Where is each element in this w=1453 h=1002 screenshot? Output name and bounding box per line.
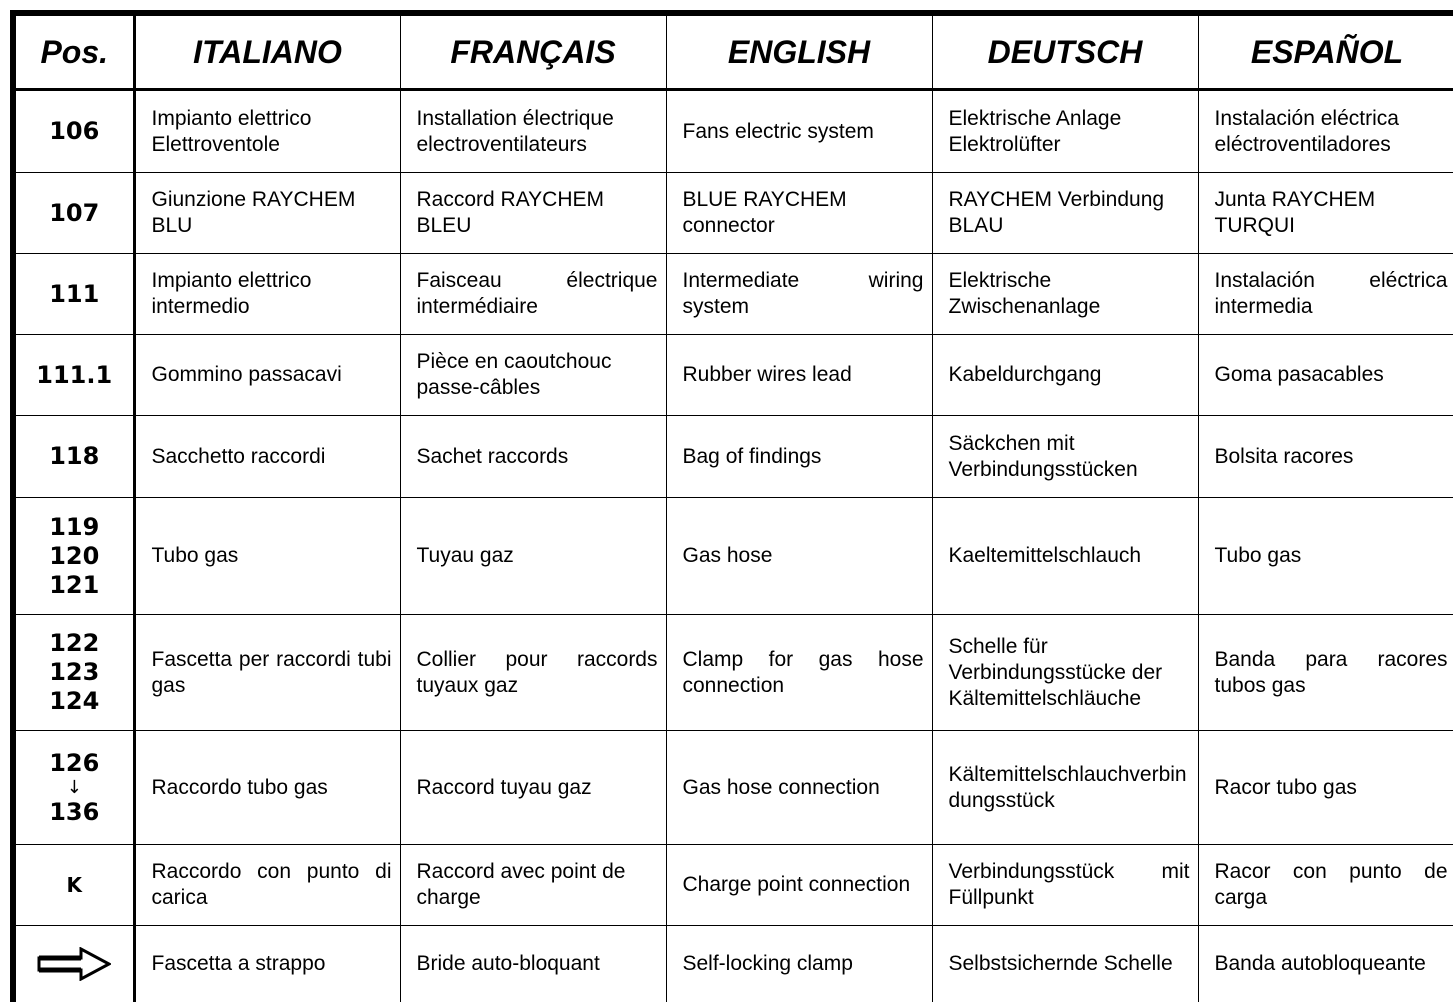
pos-number: 123 — [49, 658, 100, 686]
pos-cell — [13, 173, 134, 254]
cell-espanol: Banda para racores tubos gas — [1198, 615, 1453, 731]
cell-italiano: Sacchetto raccordi — [134, 416, 400, 498]
pos-cell — [13, 335, 134, 416]
translation-table — [10, 10, 1453, 1002]
cell-francais: Raccord tuyau gaz — [400, 731, 666, 845]
pos-cell — [13, 254, 134, 335]
cell-deutsch: Verbindungsstück mit Füllpunkt — [932, 845, 1198, 926]
pos-number: 136 — [49, 797, 100, 826]
cell-francais: Bride auto-bloquant — [400, 926, 666, 1002]
header-english: ENGLISH — [666, 13, 932, 90]
table-row — [13, 498, 1453, 615]
cell-english: Intermediate wiring system — [666, 254, 932, 335]
cell-francais: Faisceau électrique intermédiaire — [400, 254, 666, 335]
cell-espanol: Racor con punto de carga — [1198, 845, 1453, 926]
table-row — [13, 615, 1453, 731]
table-row — [13, 173, 1453, 254]
header-italiano: ITALIANO — [134, 13, 400, 90]
pos-number: 126 — [49, 748, 100, 777]
pos-number: 124 — [49, 687, 100, 715]
cell-english: Rubber wires lead — [666, 335, 932, 416]
cell-italiano: Raccordo tubo gas — [134, 731, 400, 845]
pos-number: 121 — [49, 570, 100, 599]
deutsch-text: Schelle für Verbindungsstücke der Kältemittelschläuche — [948, 634, 1163, 710]
pos-cell — [13, 845, 134, 926]
pos-cell — [13, 498, 134, 615]
cell-espanol: Junta RAYCHEM TURQUI — [1198, 173, 1453, 254]
cell-deutsch: Kabeldurchgang — [932, 335, 1198, 416]
header-row — [13, 13, 1453, 90]
right-arrow-icon — [37, 947, 111, 981]
pos-number: 111 — [49, 279, 100, 308]
cell-english: Clamp for gas hose connection — [666, 615, 932, 731]
down-arrow-icon: ↓ — [66, 776, 82, 798]
header-francais: FRANÇAIS — [400, 13, 666, 90]
cell-deutsch: Elektrische Zwischenanlage — [932, 254, 1198, 335]
cell-espanol: Racor tubo gas — [1198, 731, 1453, 845]
cell-deutsch: Säckchen mit Verbindungsstücken — [932, 416, 1198, 498]
header-pos: Pos. — [13, 13, 134, 90]
table-row — [13, 731, 1453, 845]
pos-number: 118 — [49, 442, 100, 470]
pos-cell — [13, 731, 134, 845]
table-row — [13, 335, 1453, 416]
cell-deutsch: Selbstsichernde Schelle — [932, 926, 1198, 1002]
cell-espanol: Tubo gas — [1198, 498, 1453, 615]
pos-letter: K — [66, 872, 82, 897]
pos-number: 111.1 — [36, 360, 113, 389]
cell-espanol: Bolsita racores — [1198, 416, 1453, 498]
header-espanol: ESPAÑOL — [1198, 13, 1453, 90]
cell-english: Fans electric system — [666, 90, 932, 173]
header-deutsch: DEUTSCH — [932, 13, 1198, 90]
cell-francais: Raccord avec point de charge — [400, 845, 666, 926]
cell-deutsch: Kaeltemittelschlauch — [932, 498, 1198, 615]
cell-italiano: Tubo gas — [134, 498, 400, 615]
cell-francais: Installation électrique electroventilateurs — [400, 90, 666, 173]
pos-cell — [13, 615, 134, 731]
cell-francais: Sachet raccords — [400, 416, 666, 498]
pos-number: 119 — [49, 512, 100, 541]
cell-italiano: Fascetta a strappo — [134, 926, 400, 1002]
cell-francais: Collier pour raccords tuyaux gaz — [400, 615, 666, 731]
cell-francais: Tuyau gaz — [400, 498, 666, 615]
table-row — [13, 845, 1453, 926]
cell-espanol: Instalación eléctrica intermedia — [1198, 254, 1453, 335]
pos-number: 122 — [49, 629, 100, 657]
cell-english: Self-locking clamp — [666, 926, 932, 1002]
table-row — [13, 926, 1453, 1002]
cell-italiano: Gommino passacavi — [134, 335, 400, 416]
cell-english: BLUE RAYCHEM connector — [666, 173, 932, 254]
cell-english: Gas hose connection — [666, 731, 932, 845]
cell-italiano: Impianto elettrico intermedio — [134, 254, 400, 335]
deutsch-text: Kältemittelschlauchverbindungsstück — [948, 762, 1187, 812]
cell-deutsch: RAYCHEM Verbindung BLAU — [932, 173, 1198, 254]
cell-english: Gas hose — [666, 498, 932, 615]
pos-number: 107 — [49, 198, 100, 227]
pos-number: 106 — [49, 117, 100, 145]
table-row — [13, 90, 1453, 173]
cell-italiano: Impianto elettrico Elettroventole — [134, 90, 400, 173]
cell-espanol: Goma pasacables — [1198, 335, 1453, 416]
pos-number: 120 — [49, 541, 100, 570]
cell-francais: Raccord RAYCHEM BLEU — [400, 173, 666, 254]
table-row — [13, 416, 1453, 498]
cell-italiano: Raccordo con punto di carica — [134, 845, 400, 926]
cell-deutsch — [932, 731, 1198, 845]
cell-deutsch: Elektrische Anlage Elektrolüfter — [932, 90, 1198, 173]
cell-english: Charge point connection — [666, 845, 932, 926]
cell-italiano: Fascetta per raccordi tubi gas — [134, 615, 400, 731]
cell-espanol: Banda autobloqueante — [1198, 926, 1453, 1002]
cell-deutsch — [932, 615, 1198, 731]
cell-francais: Pièce en caoutchouc passe-câbles — [400, 335, 666, 416]
pos-cell — [13, 416, 134, 498]
cell-italiano: Giunzione RAYCHEM BLU — [134, 173, 400, 254]
table-row — [13, 254, 1453, 335]
cell-espanol: Instalación eléctrica eléctroventiladores — [1198, 90, 1453, 173]
cell-english: Bag of findings — [666, 416, 932, 498]
pos-cell — [13, 90, 134, 173]
pos-cell — [13, 926, 134, 1002]
